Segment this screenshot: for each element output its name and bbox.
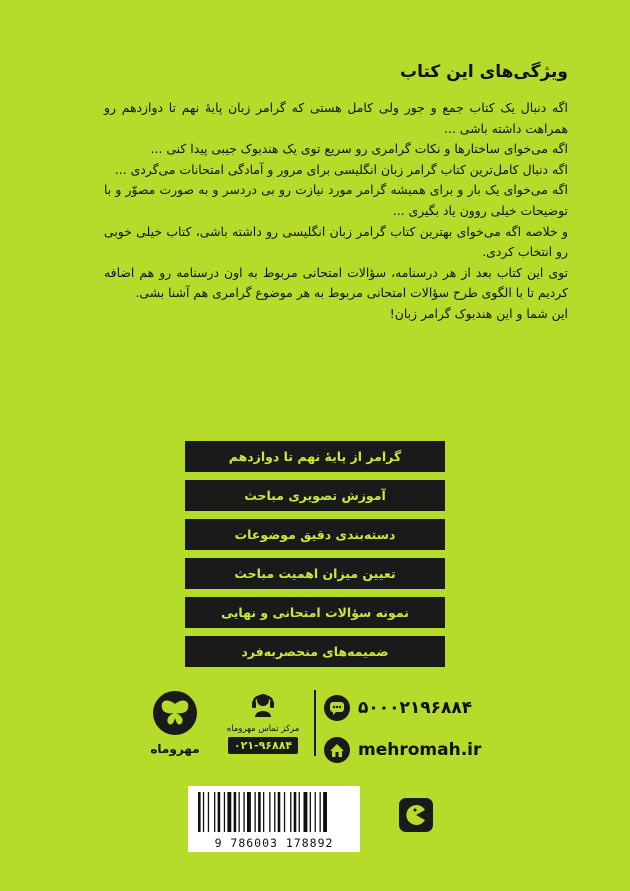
sms-row: [324, 694, 481, 722]
butterfly-icon: [152, 690, 198, 736]
feature-item: دسته‌بندی دقیق موضوعات: [185, 519, 445, 550]
chat-bubble-icon: [324, 695, 350, 721]
isbn-number: 9 786003 178892: [214, 836, 334, 850]
website-link[interactable]: mehromah.ir: [358, 740, 482, 760]
publisher-logo: [140, 690, 210, 756]
description-paragraph: توی این کتاب بعد از هر درسنامه، سؤالات امتحانی مربوط به اون درسنامه رو هم اضافه کردیم تا با الگوی طرح سؤالات امتحانی مربوط به هر موضوع گرامری هم آشنا بشی.: [104, 264, 568, 301]
contact-center-phone: ۰۲۱-۹۶۸۸۴: [228, 737, 298, 754]
description-paragraph: این شما و این هندبوک گرامر زبان!: [389, 305, 568, 321]
home-icon: [324, 737, 350, 763]
description-paragraph: اگه دنبال کامل‌ترین کتاب گرامر زبان انگلیسی برای مرور و آمادگی امتحانات می‌گردی ...: [114, 161, 568, 177]
description-paragraph: اگه می‌خوای ساختارها و نکات گرامری رو سریع توی یک هندبوک جیبی پیدا کنی ...: [150, 141, 568, 157]
feature-item: آموزش تصویری مباحث: [185, 480, 445, 511]
feature-item: ضمیمه‌های منحصربه‌فرد: [185, 636, 445, 667]
feature-item: گرامر از پایهٔ نهم تا دوازدهم: [185, 441, 445, 472]
barcode: [188, 786, 360, 852]
contact-info: [324, 694, 481, 778]
website-row: [324, 736, 481, 764]
contact-center: [222, 688, 304, 754]
barcode-bars: [188, 790, 360, 838]
features-list: [185, 441, 445, 667]
description-paragraph: اگه می‌خوای یک بار و برای همیشه گرامر مورد نیازت رو بی دردسر و به صورت مصوّر و با توضیحات خیلی روون یاد بگیری ...: [104, 182, 568, 218]
contact-center-label: مرکز تماس مهروماه: [226, 724, 300, 734]
headset-icon: [248, 688, 278, 718]
description-paragraph: و خلاصه اگه می‌خوای بهترین کتاب گرامر زبان انگلیسی رو داشته باشی، کتاب خیلی خوبی رو انتخاب کردی.: [104, 223, 568, 260]
feature-item: نمونه سؤالات امتحانی و نهایی: [185, 597, 445, 628]
sms-number: ۵۰۰۰۲۱۹۶۸۸۴: [358, 698, 473, 718]
section-title: ویژگی‌های این کتاب: [400, 62, 568, 82]
divider: [314, 690, 316, 756]
description-paragraph: اگه دنبال یک کتاب جمع و جور ولی کامل هستی که گرامر زبان پایهٔ نهم تا دوازدهم رو همراهت داشته باشی ...: [104, 100, 568, 136]
feature-item: تعیین میزان اهمیت مباحث: [185, 558, 445, 589]
publisher-name: مهروماه: [150, 742, 200, 756]
description: [104, 98, 568, 325]
pacman-logo-icon: [399, 798, 433, 832]
